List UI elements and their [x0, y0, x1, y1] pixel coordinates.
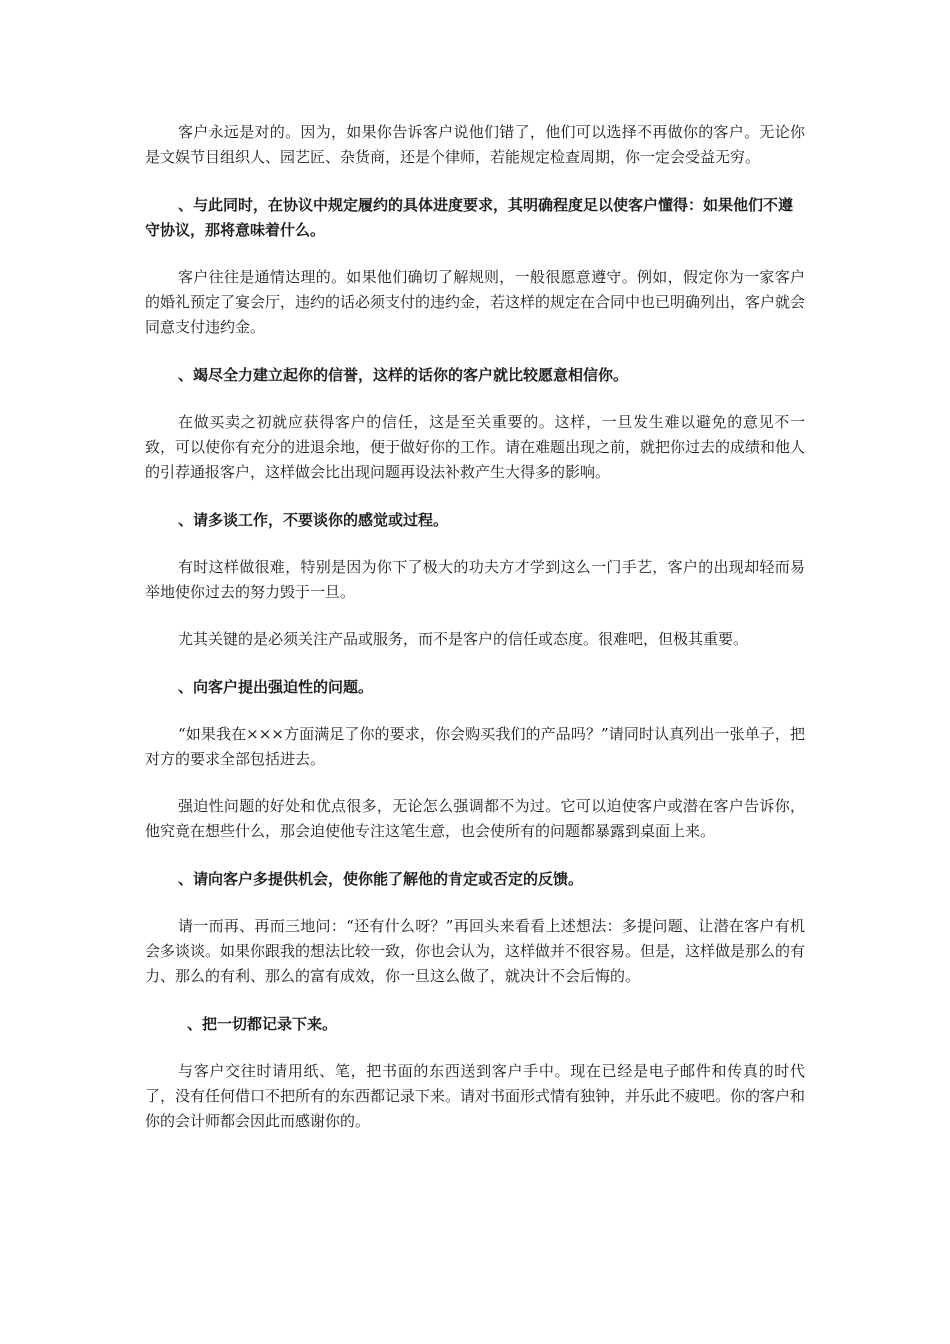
heading-build-credibility: 、竭尽全力建立起你的信誉，这样的话你的客户就比较愿意相信你。: [178, 366, 629, 384]
heading-agreement-schedule: 、与此同时，在协议中规定履约的具体进度要求，其明确程度足以使客户懂得：如果他们不遵守协议，那将意味着什么。: [145, 196, 794, 239]
paragraph-customer-always-right: 客户永远是对的。因为，如果你告诉客户说他们错了，他们可以选择不再做你的客户。无论你是文娱节目组织人、园艺匠、杂货商，还是个律师，若能规定检查周期，你一定会受益无穷。: [145, 123, 805, 166]
heading-talk-about-work: 、请多谈工作，不要谈你的感觉或过程。: [178, 511, 449, 529]
paragraph-customers-reasonable: 客户往往是通情达理的。如果他们确切了解规则，一般很愿意遵守。例如，假定你为一家客户的婚礼预定了宴会厅，违约的话必须支付的违约金，若这样的规定在合同中也已明确列出，客户就会同意支付违约金。: [145, 268, 806, 336]
paragraph-gain-trust: 在做买卖之初就应获得客户的信任，这是至关重要的。这样，一旦发生难以避免的意见不一致，可以使你有充分的进退余地，便于做好你的工作。请在难题出现之前，就把你过去的成绩和他人的引荐通报客户，这样做会比出现问题再设法补救产生大得多的影响。: [145, 413, 806, 481]
paragraph-hard-to-do: 有时这样做很难，特别是因为你下了极大的功夫方才学到这么一门手艺，客户的出现却轻而易举地使你过去的努力毁于一旦。: [145, 558, 805, 601]
paragraph-focus-on-product: 尤其关键的是必须关注产品或服务，而不是客户的信任或态度。很难吧，但极其重要。: [178, 630, 749, 648]
paragraph-question-example: “如果我在×××方面满足了你的要求，你会购买我们的产品吗？”请同时认真列出一张单子，把对方的要求全部包括进去。: [145, 725, 805, 768]
paragraph-ask-repeatedly: 请一而再、再而三地问：“还有什么呀？”再回头来看看上述想法：多提问题、让潜在客户有机会多谈谈。如果你跟我的想法比较一致，你也会认为，这样做并不很容易。但是，这样做是那么的有力、那么的有利、那么的富有成效，你一旦这么做了，就决计不会后悔的。: [145, 917, 806, 985]
heading-compelling-questions: 、向客户提出强迫性的问题。: [178, 678, 374, 696]
paragraph-question-benefits: 强迫性问题的好处和优点很多，无论怎么强调都不为过。它可以迫使客户或潜在客户告诉你，他究竟在想些什么，那会迫使他专注这笔生意，也会使所有的问题都暴露到桌面上来。: [145, 797, 805, 840]
paragraph-use-paper: 与客户交往时请用纸、笔，把书面的东西送到客户手中。现在已经是电子邮件和传真的时代了，没有任何借口不把所有的东西都记录下来。请对书面形式情有独钟，并乐此不疲吧。你的客户和你的会计师都会因此而感谢你的。: [145, 1062, 806, 1130]
document-page: [145, 120, 805, 1134]
heading-record-everything: 、把一切都记录下来。: [187, 1015, 338, 1033]
heading-feedback-opportunities: 、请向客户多提供机会，使你能了解他的肯定或否定的反馈。: [178, 870, 584, 888]
